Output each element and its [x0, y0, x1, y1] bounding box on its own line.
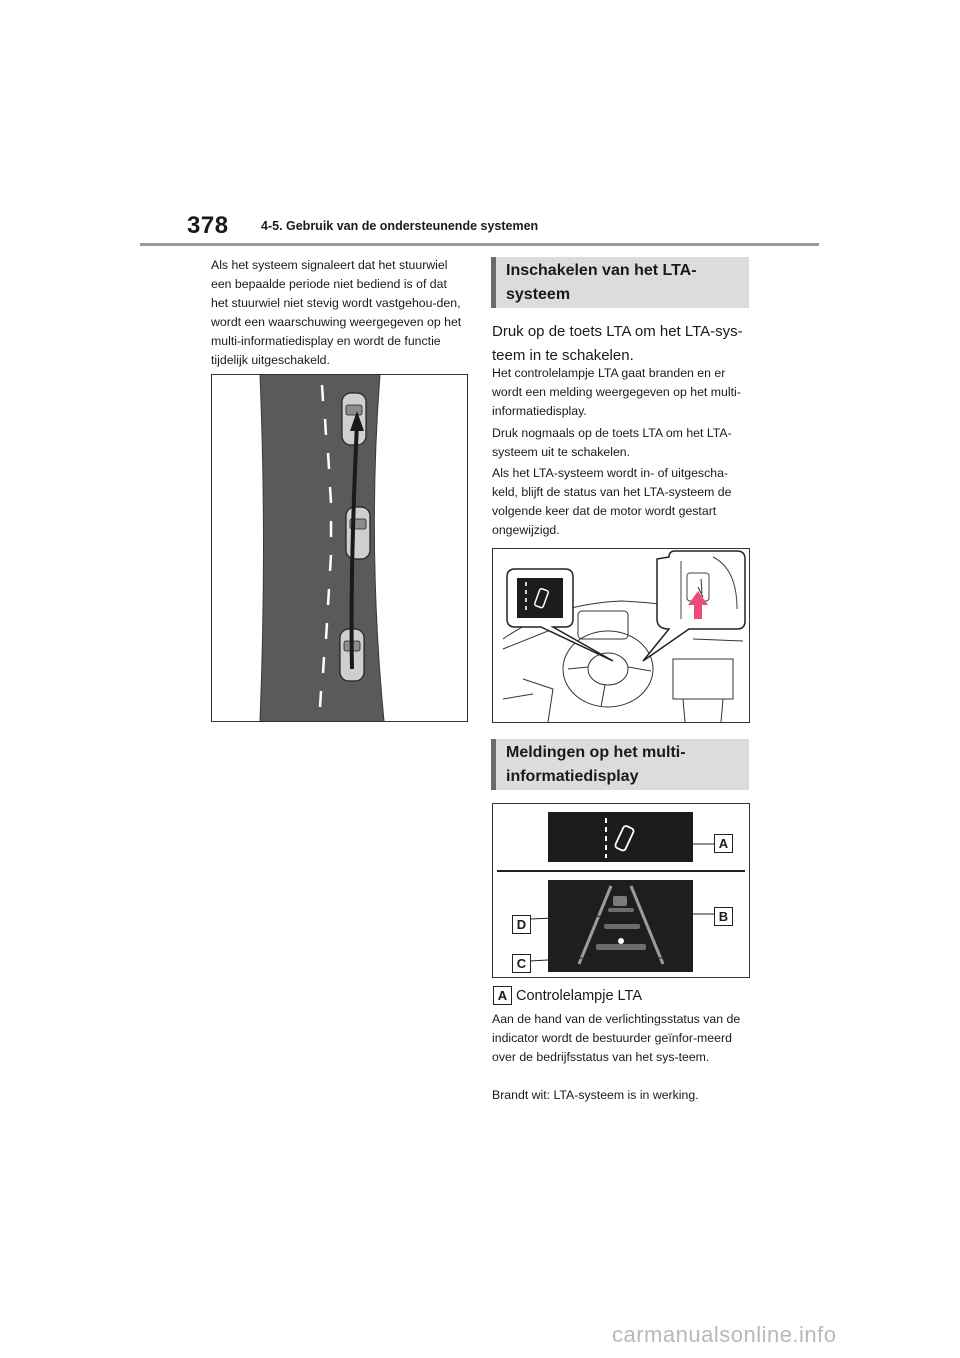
lead-instruction: Druk op de toets LTA om het LTA-sys-teem in te schakelen.: [492, 323, 743, 364]
item-a-title: Controlelampje LTA: [516, 988, 642, 1004]
page-number: 378: [187, 212, 229, 239]
intro-paragraph: Als het systeem signaleert dat het stuurwiel een bepaalde periode niet bediend is of dat het stuurwiel niet stevig wordt vastgehou-den, wordt een waarschuwing weergegeven op het multi-informatiedisplay en wordt de functie tijdelijk uitgeschakeld.: [211, 258, 462, 367]
callout-d: D: [512, 915, 531, 934]
paragraph-deactivate: Druk nogmaals op de toets LTA om het LTA-systeem uit te schakelen.: [492, 426, 732, 459]
callout-c: C: [512, 954, 531, 973]
item-a-label: A: [493, 986, 512, 1005]
mid-display-illustration: [492, 803, 750, 978]
item-a-description: Aan de hand van de verlichtingsstatus van de indicator wordt de bestuurder geïnfor-meerd over de bedrijfsstatus van het sys-teem.: [492, 1012, 741, 1064]
heading-messages: Meldingen op het multi-informatiedisplay: [491, 739, 749, 790]
callout-a: A: [714, 834, 733, 853]
section-title: 4-5. Gebruik van de ondersteunende systemen: [261, 219, 539, 233]
item-a-white-status: Brandt wit: LTA-systeem is in werking.: [492, 1088, 699, 1102]
callout-b: B: [714, 907, 733, 926]
watermark: carmanualsonline.info: [612, 1322, 837, 1347]
header-rule: [140, 243, 819, 246]
paragraph-indicator: Het controlelampje LTA gaat branden en er wordt een melding weergegeven op het multi-informatiedisplay.: [492, 366, 741, 418]
paragraph-status: Als het LTA-systeem wordt in- of uitgescha-keld, blijft de status van het LTA-systeem de volgende keer dat de motor wordt gestart ongewijzigd.: [492, 466, 732, 537]
dashboard-illustration: [492, 548, 750, 723]
road-illustration: [211, 374, 468, 722]
heading-lta-activate: Inschakelen van het LTA-systeem: [491, 257, 749, 308]
